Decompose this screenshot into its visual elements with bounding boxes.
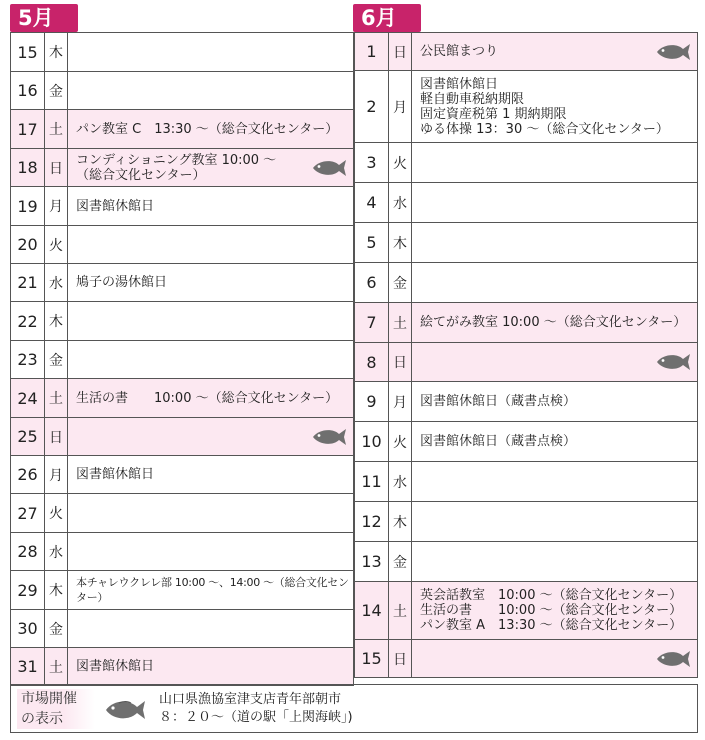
- event-text: 鳩子の湯休館日: [76, 275, 168, 290]
- event-text: 図書館休館日（蔵書点検）: [420, 394, 577, 409]
- weekday: 水: [389, 183, 412, 223]
- event-cell: [68, 610, 354, 648]
- calendar-row: [355, 183, 698, 223]
- weekday: 火: [45, 494, 68, 533]
- fish-icon: [311, 427, 347, 447]
- event-cell: [412, 422, 698, 462]
- day-number: 22: [11, 302, 45, 341]
- day-number: 16: [11, 72, 45, 110]
- calendar-row: [11, 187, 354, 226]
- event-cell: [68, 72, 354, 110]
- weekday: 火: [45, 226, 68, 264]
- day-number: 9: [355, 382, 389, 422]
- calendar-row: [355, 143, 698, 183]
- calendar-row: [11, 379, 354, 418]
- weekday: 金: [389, 542, 412, 582]
- event-text: 本チャレウクレレ部 10:00 〜、14:00 〜（総合文化センター）: [76, 576, 349, 604]
- event-cell: [68, 418, 354, 456]
- event-cell: [68, 648, 354, 686]
- calendar-row: [11, 648, 354, 686]
- calendar-row: [355, 382, 698, 422]
- weekday: 土: [389, 582, 412, 640]
- weekday: 日: [389, 640, 412, 678]
- june-calendar: [354, 32, 698, 678]
- calendar-row: [355, 462, 698, 502]
- weekday: 火: [389, 143, 412, 183]
- weekday: 火: [389, 422, 412, 462]
- day-number: 14: [355, 582, 389, 640]
- day-number: 10: [355, 422, 389, 462]
- calendar-row: [11, 72, 354, 110]
- weekday: 月: [45, 456, 68, 494]
- day-number: 15: [11, 33, 45, 72]
- event-cell: [412, 263, 698, 303]
- day-number: 13: [355, 542, 389, 582]
- event-cell: [68, 571, 354, 610]
- event-cell: [68, 33, 354, 72]
- event-cell: [412, 33, 698, 71]
- event-text: 図書館休館日 軽自動車税納期限 固定資産税第 1 期納期限 ゆる体操 13：30 〜（総合文化センター）: [420, 76, 669, 137]
- event-cell: [68, 533, 354, 571]
- day-number: 25: [11, 418, 45, 456]
- weekday: 木: [389, 223, 412, 263]
- event-cell: [68, 149, 354, 187]
- event-cell: [412, 502, 698, 542]
- day-number: 7: [355, 303, 389, 343]
- day-number: 12: [355, 502, 389, 542]
- calendar-row: [355, 71, 698, 143]
- event-text: 英会話教室 10:00 〜（総合文化センター） 生活の書 10:00 〜（総合文化センター） パン教室 A 13:30 〜（総合文化センター）: [420, 588, 683, 633]
- event-cell: [412, 223, 698, 263]
- weekday: 金: [389, 263, 412, 303]
- weekday: 日: [45, 418, 68, 456]
- calendar-row: [355, 422, 698, 462]
- calendar-row: [355, 303, 698, 343]
- calendar-row: [355, 343, 698, 382]
- event-cell: [412, 183, 698, 223]
- month-tab-june: 6月: [353, 4, 421, 32]
- fish-icon: [311, 158, 347, 178]
- day-number: 23: [11, 341, 45, 379]
- calendar-row: [355, 582, 698, 640]
- event-cell: [412, 343, 698, 382]
- weekday: 金: [45, 72, 68, 110]
- weekday: 水: [45, 264, 68, 302]
- weekday: 土: [45, 648, 68, 686]
- weekday: 金: [45, 341, 68, 379]
- event-cell: [68, 341, 354, 379]
- event-text: 公民館まつり: [420, 44, 499, 59]
- event-cell: [412, 303, 698, 343]
- market-legend: [10, 684, 698, 733]
- day-number: 30: [11, 610, 45, 648]
- calendar-row: [355, 640, 698, 678]
- event-cell: [68, 226, 354, 264]
- legend-text: 山口県漁協室津支店青年部朝市 ８：２０〜（道の駅「上関海峡」): [159, 692, 353, 725]
- calendar-row: [355, 542, 698, 582]
- fish-icon: [655, 649, 691, 669]
- event-text: パン教室 C 13:30 〜（総合文化センター）: [76, 121, 339, 137]
- calendar-row: [355, 33, 698, 71]
- calendar-row: [355, 223, 698, 263]
- weekday: 水: [45, 533, 68, 571]
- day-number: 26: [11, 456, 45, 494]
- calendar-row: [11, 571, 354, 610]
- day-number: 17: [11, 110, 45, 149]
- day-number: 1: [355, 33, 389, 71]
- fish-icon: [655, 42, 691, 62]
- calendar-row: [11, 110, 354, 149]
- event-cell: [68, 379, 354, 418]
- weekday: 月: [389, 382, 412, 422]
- event-text: 図書館休館日（蔵書点検）: [420, 434, 577, 449]
- calendar-row: [11, 264, 354, 302]
- day-number: 28: [11, 533, 45, 571]
- fish-icon: [655, 352, 691, 372]
- month-tab-may: 5月: [10, 4, 78, 32]
- event-cell: [68, 456, 354, 494]
- event-cell: [412, 71, 698, 143]
- weekday: 土: [45, 110, 68, 149]
- weekday: 月: [389, 71, 412, 143]
- weekday: 日: [389, 343, 412, 382]
- day-number: 3: [355, 143, 389, 183]
- calendar-row: [355, 502, 698, 542]
- day-number: 11: [355, 462, 389, 502]
- weekday: 木: [45, 33, 68, 72]
- day-number: 2: [355, 71, 389, 143]
- event-cell: [412, 382, 698, 422]
- weekday: 日: [389, 33, 412, 71]
- day-number: 15: [355, 640, 389, 678]
- calendar-row: [11, 149, 354, 187]
- event-cell: [68, 187, 354, 226]
- day-number: 21: [11, 264, 45, 302]
- day-number: 19: [11, 187, 45, 226]
- calendar-row: [11, 610, 354, 648]
- day-number: 8: [355, 343, 389, 382]
- day-number: 27: [11, 494, 45, 533]
- event-cell: [412, 462, 698, 502]
- day-number: 29: [11, 571, 45, 610]
- calendar-row: [355, 263, 698, 303]
- weekday: 土: [45, 379, 68, 418]
- calendar-row: [11, 226, 354, 264]
- event-text: コンディショニング教室 10:00 〜 （総合文化センター）: [76, 152, 277, 183]
- day-number: 5: [355, 223, 389, 263]
- calendar-row: [11, 341, 354, 379]
- weekday: 木: [45, 302, 68, 341]
- calendar-row: [11, 494, 354, 533]
- calendar-row: [11, 456, 354, 494]
- event-cell: [412, 640, 698, 678]
- event-text: 絵てがみ教室 10:00 〜（総合文化センター）: [420, 315, 687, 330]
- event-cell: [412, 542, 698, 582]
- day-number: 24: [11, 379, 45, 418]
- event-cell: [68, 264, 354, 302]
- event-cell: [412, 143, 698, 183]
- calendar-row: [11, 533, 354, 571]
- event-text: 図書館休館日: [76, 659, 155, 674]
- event-cell: [68, 302, 354, 341]
- event-text: 図書館休館日: [76, 198, 155, 214]
- weekday: 水: [389, 462, 412, 502]
- weekday: 木: [45, 571, 68, 610]
- day-number: 20: [11, 226, 45, 264]
- day-number: 18: [11, 149, 45, 187]
- weekday: 日: [45, 149, 68, 187]
- event-text: 図書館休館日: [76, 467, 155, 482]
- weekday: 月: [45, 187, 68, 226]
- weekday: 土: [389, 303, 412, 343]
- event-cell: [68, 110, 354, 149]
- event-cell: [412, 582, 698, 640]
- may-calendar: [10, 32, 354, 686]
- calendar-row: [11, 418, 354, 456]
- calendar-row: [11, 302, 354, 341]
- day-number: 4: [355, 183, 389, 223]
- calendar-row: [11, 33, 354, 72]
- fish-icon: [103, 698, 147, 722]
- weekday: 金: [45, 610, 68, 648]
- weekday: 木: [389, 502, 412, 542]
- day-number: 6: [355, 263, 389, 303]
- legend-label: 市場開催 の表示: [17, 689, 95, 729]
- event-cell: [68, 494, 354, 533]
- event-text: 生活の書 10:00 〜（総合文化センター）: [76, 390, 339, 406]
- day-number: 31: [11, 648, 45, 686]
